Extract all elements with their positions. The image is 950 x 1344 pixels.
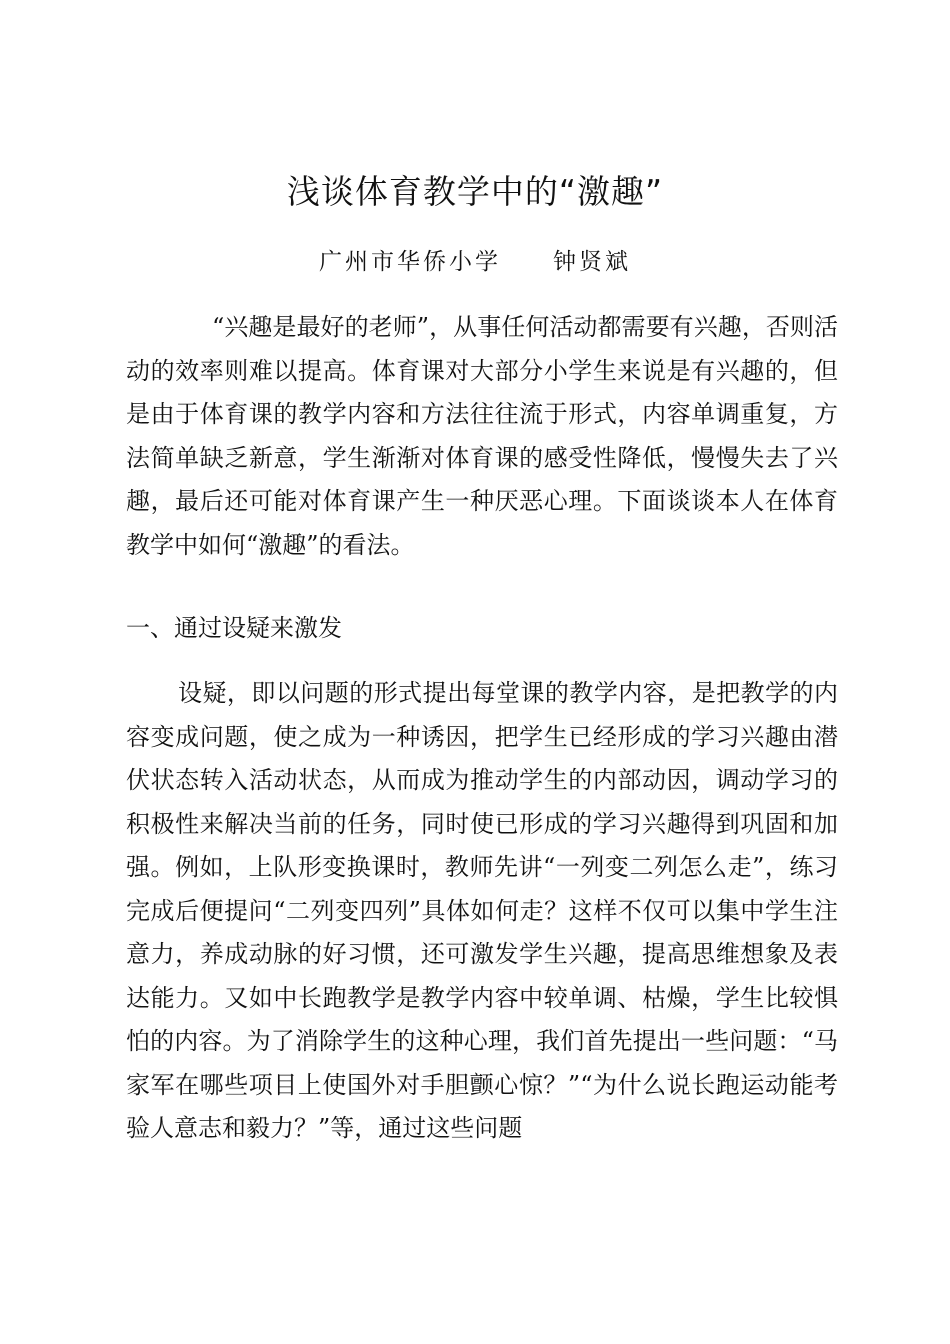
document-title: 浅谈体育教学中的“激趣” — [286, 172, 664, 211]
section-heading: 一、通过设疑来激发 — [126, 614, 342, 642]
school-name: 广州市华侨小学 — [319, 249, 501, 275]
author-name: 钟贤斌 — [553, 249, 631, 275]
intro-paragraph: “兴趣是最好的老师”，从事任何活动都需要有兴趣，否则活动的效率则难以提高。体育课对大部分小学生来说是有兴趣的，但是由于体育课的教学内容和方法往往流于形式，内容单调重复，方法简单缺乏新意，学生渐渐对体育课的感受性降低，慢慢失去了兴趣，最后还可能对体育课产生一种厌恶心理。下面谈谈本人在体育教学中如何“激趣”的看法。 — [126, 313, 838, 559]
byline — [0, 240, 950, 284]
section-paragraph: 设疑，即以问题的形式提出每堂课的教学内容，是把教学的内容变成问题，使之成为一种诱因，把学生已经形成的学习兴趣由潜伏状态转入活动状态，从而成为推动学生的内部动因，调动学习的积极性来解决当前的任务，同时使已形成的学习兴趣得到巩固和加强。例如，上队形变换课时，教师先讲“一列变二列怎么走”，练习完成后便提问“二列变四列”具体如何走？这样不仅可以集中学生注意力，养成动脉的好习惯，还可激发学生兴趣，提高思维想象及表达能力。又如中长跑教学是教学内容中较单调、枯燥，学生比较惧怕的内容。为了消除学生的这种心理，我们首先提出一些问题：“马家军在哪些项目上使国外对手胆颤心惊？”“为什么说长跑运动能考验人意志和毅力？”等，通过这些问题 — [126, 679, 838, 1142]
